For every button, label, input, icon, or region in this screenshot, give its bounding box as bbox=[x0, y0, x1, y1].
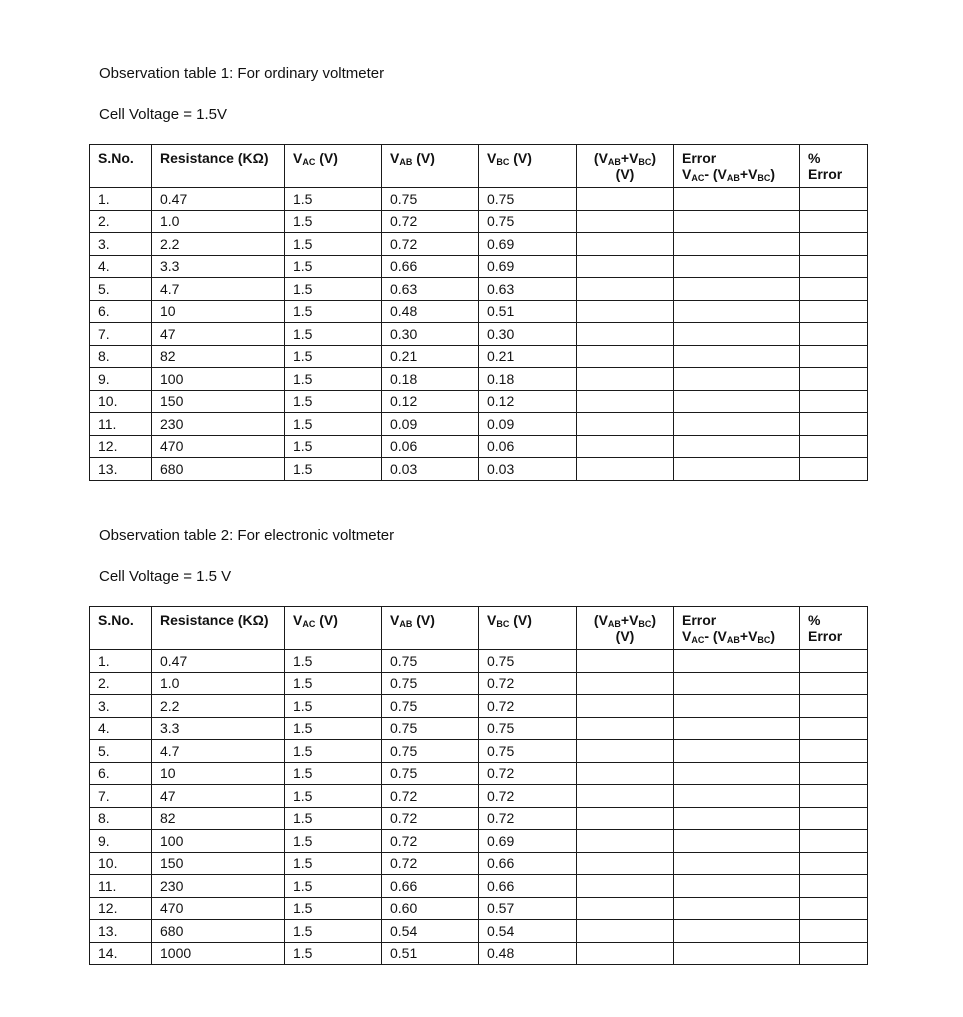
cell-sno: 4. bbox=[90, 717, 152, 740]
cell-error bbox=[674, 762, 800, 785]
cell-vab: 0.72 bbox=[382, 830, 479, 853]
cell-sno: 12. bbox=[90, 897, 152, 920]
cell-error bbox=[674, 740, 800, 763]
header-sno: S.No. bbox=[90, 145, 152, 188]
header-vbc: $V_{BC}$ (V) bbox=[479, 145, 577, 188]
cell-vab: 0.72 bbox=[382, 233, 479, 256]
cell-resistance: 4.7 bbox=[152, 740, 285, 763]
table-row bbox=[90, 368, 868, 391]
cell-vab: 0.12 bbox=[382, 390, 479, 413]
cell-percent-error bbox=[800, 717, 868, 740]
cell-sno: 7. bbox=[90, 785, 152, 808]
table-row bbox=[90, 278, 868, 301]
cell-vac: 1.5 bbox=[285, 875, 382, 898]
cell-vab-plus-vbc bbox=[577, 255, 674, 278]
table-row bbox=[90, 413, 868, 436]
cell-sno: 3. bbox=[90, 233, 152, 256]
cell-percent-error bbox=[800, 345, 868, 368]
cell-vab-plus-vbc bbox=[577, 875, 674, 898]
header-error: Error $V_{AC}-$ $(V_{AB}+V_{BC})$ bbox=[674, 607, 800, 650]
cell-percent-error bbox=[800, 807, 868, 830]
table-row bbox=[90, 942, 868, 965]
cell-percent-error bbox=[800, 458, 868, 481]
cell-vac: 1.5 bbox=[285, 368, 382, 391]
cell-vab: 0.72 bbox=[382, 852, 479, 875]
cell-vac: 1.5 bbox=[285, 852, 382, 875]
cell-sno: 7. bbox=[90, 323, 152, 346]
cell-vac: 1.5 bbox=[285, 830, 382, 853]
cell-resistance: 10 bbox=[152, 762, 285, 785]
cell-vab-plus-vbc bbox=[577, 830, 674, 853]
header-vbc: $V_{BC}$ (V) bbox=[479, 607, 577, 650]
cell-error bbox=[674, 785, 800, 808]
cell-error bbox=[674, 807, 800, 830]
cell-vab-plus-vbc bbox=[577, 458, 674, 481]
cell-error bbox=[674, 188, 800, 211]
cell-vab: 0.72 bbox=[382, 210, 479, 233]
cell-vab-plus-vbc bbox=[577, 942, 674, 965]
cell-vbc: 0.75 bbox=[479, 740, 577, 763]
cell-percent-error bbox=[800, 255, 868, 278]
table-row bbox=[90, 650, 868, 673]
cell-vab: 0.48 bbox=[382, 300, 479, 323]
cell-percent-error bbox=[800, 830, 868, 853]
cell-resistance: 0.47 bbox=[152, 650, 285, 673]
cell-vab-plus-vbc bbox=[577, 368, 674, 391]
cell-resistance: 10 bbox=[152, 300, 285, 323]
cell-error bbox=[674, 875, 800, 898]
cell-vbc: 0.18 bbox=[479, 368, 577, 391]
cell-vbc: 0.12 bbox=[479, 390, 577, 413]
table-row bbox=[90, 785, 868, 808]
table-row bbox=[90, 458, 868, 481]
cell-resistance: 100 bbox=[152, 830, 285, 853]
cell-vac: 1.5 bbox=[285, 920, 382, 943]
cell-vbc: 0.09 bbox=[479, 413, 577, 436]
cell-resistance: 230 bbox=[152, 875, 285, 898]
cell-error bbox=[674, 458, 800, 481]
cell-vac: 1.5 bbox=[285, 740, 382, 763]
table-1-title: Observation table 1: For ordinary voltmeter bbox=[99, 65, 385, 82]
cell-percent-error bbox=[800, 188, 868, 211]
cell-vbc: 0.66 bbox=[479, 852, 577, 875]
cell-vac: 1.5 bbox=[285, 435, 382, 458]
cell-vab: 0.75 bbox=[382, 695, 479, 718]
cell-vab: 0.18 bbox=[382, 368, 479, 391]
cell-vab: 0.06 bbox=[382, 435, 479, 458]
cell-error bbox=[674, 278, 800, 301]
header-vab: $V_{AB}$ (V) bbox=[382, 145, 479, 188]
cell-resistance: 4.7 bbox=[152, 278, 285, 301]
cell-resistance: 47 bbox=[152, 323, 285, 346]
cell-vbc: 0.48 bbox=[479, 942, 577, 965]
cell-resistance: 230 bbox=[152, 413, 285, 436]
cell-sno: 2. bbox=[90, 210, 152, 233]
table-2-cell-voltage: Cell Voltage = 1.5 V bbox=[99, 568, 232, 585]
cell-vab-plus-vbc bbox=[577, 695, 674, 718]
cell-resistance: 1000 bbox=[152, 942, 285, 965]
cell-error bbox=[674, 435, 800, 458]
cell-vab-plus-vbc bbox=[577, 740, 674, 763]
cell-vbc: 0.21 bbox=[479, 345, 577, 368]
cell-vac: 1.5 bbox=[285, 942, 382, 965]
cell-vbc: 0.72 bbox=[479, 762, 577, 785]
cell-vab: 0.60 bbox=[382, 897, 479, 920]
cell-percent-error bbox=[800, 435, 868, 458]
cell-vab-plus-vbc bbox=[577, 210, 674, 233]
cell-resistance: 82 bbox=[152, 345, 285, 368]
cell-vab-plus-vbc bbox=[577, 323, 674, 346]
cell-vab: 0.75 bbox=[382, 717, 479, 740]
cell-error bbox=[674, 345, 800, 368]
cell-sno: 6. bbox=[90, 762, 152, 785]
cell-vab: 0.75 bbox=[382, 762, 479, 785]
cell-vbc: 0.72 bbox=[479, 695, 577, 718]
cell-vab: 0.03 bbox=[382, 458, 479, 481]
cell-resistance: 1.0 bbox=[152, 210, 285, 233]
cell-vab: 0.54 bbox=[382, 920, 479, 943]
cell-vbc: 0.69 bbox=[479, 233, 577, 256]
cell-sno: 10. bbox=[90, 852, 152, 875]
cell-vab-plus-vbc bbox=[577, 672, 674, 695]
cell-sno: 3. bbox=[90, 695, 152, 718]
cell-error bbox=[674, 390, 800, 413]
cell-error bbox=[674, 942, 800, 965]
cell-vab-plus-vbc bbox=[577, 390, 674, 413]
cell-vab-plus-vbc bbox=[577, 920, 674, 943]
cell-error bbox=[674, 255, 800, 278]
cell-percent-error bbox=[800, 740, 868, 763]
cell-vac: 1.5 bbox=[285, 323, 382, 346]
cell-vbc: 0.66 bbox=[479, 875, 577, 898]
observation-table-2 bbox=[89, 606, 868, 965]
cell-vab: 0.75 bbox=[382, 672, 479, 695]
cell-vab-plus-vbc bbox=[577, 762, 674, 785]
cell-sno: 10. bbox=[90, 390, 152, 413]
cell-sno: 9. bbox=[90, 830, 152, 853]
cell-error bbox=[674, 413, 800, 436]
cell-vac: 1.5 bbox=[285, 233, 382, 256]
cell-vbc: 0.75 bbox=[479, 717, 577, 740]
cell-vab-plus-vbc bbox=[577, 188, 674, 211]
cell-percent-error bbox=[800, 390, 868, 413]
cell-sno: 9. bbox=[90, 368, 152, 391]
cell-vac: 1.5 bbox=[285, 897, 382, 920]
cell-percent-error bbox=[800, 942, 868, 965]
cell-vab: 0.30 bbox=[382, 323, 479, 346]
header-vac: $V_{AC}$ (V) bbox=[285, 145, 382, 188]
cell-vbc: 0.72 bbox=[479, 807, 577, 830]
cell-error bbox=[674, 210, 800, 233]
cell-vab-plus-vbc bbox=[577, 345, 674, 368]
cell-error bbox=[674, 920, 800, 943]
cell-vac: 1.5 bbox=[285, 695, 382, 718]
cell-percent-error bbox=[800, 875, 868, 898]
cell-resistance: 680 bbox=[152, 920, 285, 943]
cell-sno: 2. bbox=[90, 672, 152, 695]
cell-error bbox=[674, 897, 800, 920]
table-header-row bbox=[90, 607, 868, 650]
cell-vac: 1.5 bbox=[285, 413, 382, 436]
cell-vab-plus-vbc bbox=[577, 300, 674, 323]
cell-percent-error bbox=[800, 413, 868, 436]
cell-vbc: 0.03 bbox=[479, 458, 577, 481]
cell-percent-error bbox=[800, 762, 868, 785]
cell-percent-error bbox=[800, 278, 868, 301]
cell-vbc: 0.75 bbox=[479, 650, 577, 673]
cell-sno: 11. bbox=[90, 875, 152, 898]
cell-resistance: 47 bbox=[152, 785, 285, 808]
cell-percent-error bbox=[800, 785, 868, 808]
cell-vac: 1.5 bbox=[285, 278, 382, 301]
cell-percent-error bbox=[800, 300, 868, 323]
cell-vab: 0.75 bbox=[382, 740, 479, 763]
cell-resistance: 1.0 bbox=[152, 672, 285, 695]
table-row bbox=[90, 807, 868, 830]
cell-vbc: 0.69 bbox=[479, 830, 577, 853]
cell-percent-error bbox=[800, 210, 868, 233]
table-row bbox=[90, 390, 868, 413]
table-row bbox=[90, 300, 868, 323]
cell-error bbox=[674, 717, 800, 740]
cell-error bbox=[674, 830, 800, 853]
cell-vab: 0.21 bbox=[382, 345, 479, 368]
cell-vbc: 0.69 bbox=[479, 255, 577, 278]
cell-vbc: 0.30 bbox=[479, 323, 577, 346]
header-resistance: Resistance (KΩ) bbox=[152, 145, 285, 188]
cell-vbc: 0.54 bbox=[479, 920, 577, 943]
table-row bbox=[90, 717, 868, 740]
cell-vab-plus-vbc bbox=[577, 233, 674, 256]
cell-vbc: 0.72 bbox=[479, 785, 577, 808]
cell-vac: 1.5 bbox=[285, 807, 382, 830]
cell-resistance: 0.47 bbox=[152, 188, 285, 211]
header-sno: S.No. bbox=[90, 607, 152, 650]
cell-vac: 1.5 bbox=[285, 210, 382, 233]
cell-vab-plus-vbc bbox=[577, 852, 674, 875]
cell-percent-error bbox=[800, 920, 868, 943]
cell-vac: 1.5 bbox=[285, 390, 382, 413]
table-row bbox=[90, 695, 868, 718]
cell-resistance: 150 bbox=[152, 390, 285, 413]
cell-percent-error bbox=[800, 368, 868, 391]
header-vab-plus-vbc: $(V_{AB}+V_{BC})$ (V) bbox=[577, 607, 674, 650]
cell-vab: 0.72 bbox=[382, 807, 479, 830]
cell-resistance: 470 bbox=[152, 435, 285, 458]
cell-sno: 5. bbox=[90, 740, 152, 763]
cell-sno: 8. bbox=[90, 807, 152, 830]
cell-vac: 1.5 bbox=[285, 672, 382, 695]
observation-table-1 bbox=[89, 144, 868, 481]
table-row bbox=[90, 188, 868, 211]
cell-vab: 0.66 bbox=[382, 255, 479, 278]
cell-sno: 14. bbox=[90, 942, 152, 965]
cell-vac: 1.5 bbox=[285, 785, 382, 808]
cell-vbc: 0.51 bbox=[479, 300, 577, 323]
cell-resistance: 2.2 bbox=[152, 695, 285, 718]
cell-resistance: 100 bbox=[152, 368, 285, 391]
cell-vab: 0.75 bbox=[382, 650, 479, 673]
cell-sno: 11. bbox=[90, 413, 152, 436]
cell-vab-plus-vbc bbox=[577, 717, 674, 740]
cell-percent-error bbox=[800, 672, 868, 695]
cell-error bbox=[674, 695, 800, 718]
table-row bbox=[90, 920, 868, 943]
cell-vac: 1.5 bbox=[285, 762, 382, 785]
cell-error bbox=[674, 323, 800, 346]
table-row bbox=[90, 435, 868, 458]
cell-vab-plus-vbc bbox=[577, 650, 674, 673]
cell-resistance: 2.2 bbox=[152, 233, 285, 256]
cell-vab-plus-vbc bbox=[577, 807, 674, 830]
header-percent-error: % Error bbox=[800, 607, 868, 650]
cell-sno: 5. bbox=[90, 278, 152, 301]
table-row bbox=[90, 762, 868, 785]
cell-percent-error bbox=[800, 323, 868, 346]
cell-vab: 0.63 bbox=[382, 278, 479, 301]
cell-sno: 12. bbox=[90, 435, 152, 458]
table-row bbox=[90, 672, 868, 695]
cell-percent-error bbox=[800, 695, 868, 718]
cell-error bbox=[674, 233, 800, 256]
table-row bbox=[90, 323, 868, 346]
header-resistance: Resistance (KΩ) bbox=[152, 607, 285, 650]
cell-resistance: 82 bbox=[152, 807, 285, 830]
cell-sno: 4. bbox=[90, 255, 152, 278]
table-1-cell-voltage: Cell Voltage = 1.5V bbox=[99, 106, 228, 123]
table-2-title: Observation table 2: For electronic voltmeter bbox=[99, 527, 395, 544]
cell-vbc: 0.72 bbox=[479, 672, 577, 695]
cell-vab: 0.09 bbox=[382, 413, 479, 436]
cell-vbc: 0.75 bbox=[479, 210, 577, 233]
table-row bbox=[90, 233, 868, 256]
cell-vbc: 0.63 bbox=[479, 278, 577, 301]
cell-vbc: 0.57 bbox=[479, 897, 577, 920]
cell-sno: 1. bbox=[90, 650, 152, 673]
cell-vab: 0.75 bbox=[382, 188, 479, 211]
cell-resistance: 150 bbox=[152, 852, 285, 875]
cell-vac: 1.5 bbox=[285, 717, 382, 740]
cell-resistance: 3.3 bbox=[152, 255, 285, 278]
cell-vab: 0.72 bbox=[382, 785, 479, 808]
header-vac: $V_{AC}$ (V) bbox=[285, 607, 382, 650]
cell-vac: 1.5 bbox=[285, 188, 382, 211]
cell-percent-error bbox=[800, 650, 868, 673]
cell-vab: 0.51 bbox=[382, 942, 479, 965]
cell-error bbox=[674, 672, 800, 695]
header-percent-error: % Error bbox=[800, 145, 868, 188]
table-row bbox=[90, 740, 868, 763]
cell-resistance: 470 bbox=[152, 897, 285, 920]
cell-error bbox=[674, 650, 800, 673]
cell-sno: 1. bbox=[90, 188, 152, 211]
header-error: Error $V_{AC}-$ $(V_{AB}+V_{BC})$ bbox=[674, 145, 800, 188]
cell-vac: 1.5 bbox=[285, 458, 382, 481]
cell-vab-plus-vbc bbox=[577, 435, 674, 458]
table-row bbox=[90, 897, 868, 920]
cell-vab-plus-vbc bbox=[577, 413, 674, 436]
cell-vac: 1.5 bbox=[285, 345, 382, 368]
cell-vab-plus-vbc bbox=[577, 785, 674, 808]
cell-sno: 13. bbox=[90, 920, 152, 943]
cell-vab-plus-vbc bbox=[577, 278, 674, 301]
cell-vac: 1.5 bbox=[285, 650, 382, 673]
cell-vac: 1.5 bbox=[285, 255, 382, 278]
cell-vbc: 0.06 bbox=[479, 435, 577, 458]
cell-error bbox=[674, 300, 800, 323]
cell-sno: 13. bbox=[90, 458, 152, 481]
table-row bbox=[90, 255, 868, 278]
cell-sno: 8. bbox=[90, 345, 152, 368]
cell-percent-error bbox=[800, 233, 868, 256]
cell-percent-error bbox=[800, 852, 868, 875]
cell-vab-plus-vbc bbox=[577, 897, 674, 920]
table-row bbox=[90, 852, 868, 875]
cell-vac: 1.5 bbox=[285, 300, 382, 323]
table-header-row bbox=[90, 145, 868, 188]
cell-sno: 6. bbox=[90, 300, 152, 323]
table-row bbox=[90, 875, 868, 898]
header-vab: $V_{AB}$ (V) bbox=[382, 607, 479, 650]
table-row bbox=[90, 345, 868, 368]
table-row bbox=[90, 210, 868, 233]
cell-resistance: 680 bbox=[152, 458, 285, 481]
cell-vbc: 0.75 bbox=[479, 188, 577, 211]
cell-error bbox=[674, 368, 800, 391]
cell-vab: 0.66 bbox=[382, 875, 479, 898]
table-row bbox=[90, 830, 868, 853]
cell-error bbox=[674, 852, 800, 875]
cell-resistance: 3.3 bbox=[152, 717, 285, 740]
header-vab-plus-vbc: $(V_{AB}+V_{BC})$ (V) bbox=[577, 145, 674, 188]
cell-percent-error bbox=[800, 897, 868, 920]
